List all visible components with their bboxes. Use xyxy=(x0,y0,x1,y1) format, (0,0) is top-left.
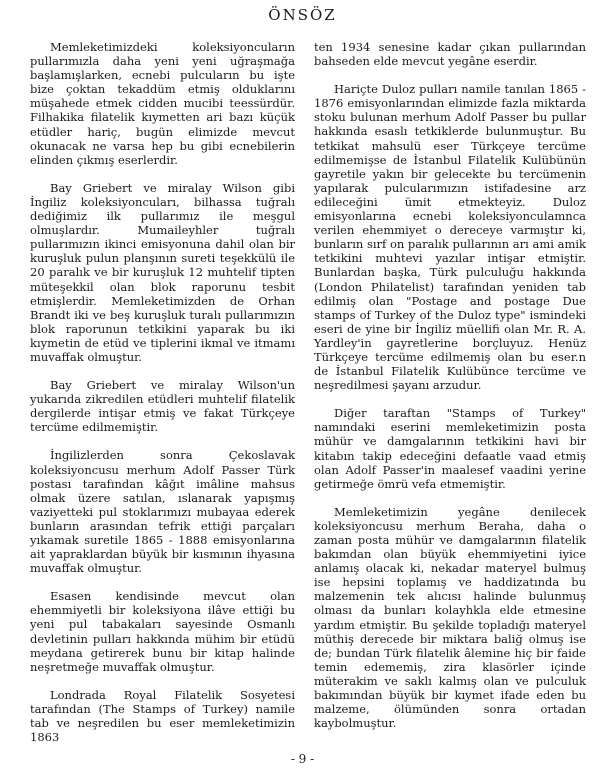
paragraph: İngilizlerden sonra Çekoslavak koleksiyoncusu merhum Adolf Passer Türk postası tarafından kâğıt imâline mahsus olmak üzere satılan, ıslanarak yapışmış vaziyetteki pul stoklarımızı mubayaa ederek bunların arasından tefrik ettiği parçaları yıkamak suretile 1865 - 1888 emisyonlarına ait yapraklardan büyük bir kısmının ihyasına muvaffak olmuştur. xyxy=(30,448,295,576)
left-column xyxy=(30,40,295,758)
paragraph: Bay Griebert ve miralay Wilson'un yukarıda zikredilen etüdleri muhtelif filatelik dergilerde intişar etmiş ve fakat Türkçeye tercüme edilmemiştir. xyxy=(30,378,295,435)
paragraph: Memleketimizdeki koleksiyoncuların pullarımızla daha yeni yeni uğraşmağa başlamışlarken, ecnebi pulcuların bu işte bize çoktan tekaddüm etmiş olduklarını müşahede etmek cidden mucibi teessürdür. Filhakika filatelik kıymetten ari bazı küçük etüdler hariç, bugün elimizde mevcut okunacak ne varsa hep bu gibi ecnebilerin elinden çıkmış eserlerdir. xyxy=(30,40,295,167)
paragraph: Diğer taraftan "Stamps of Turkey" namındaki eserini memleketimizin posta mühür ve damgalarının tetkikini havi bir kitabın takip edeceğini defaatle vaad etmiş olan Adolf Passer'in maalesef vaadini yerine getirmeğe ömrü vefa etmemiştir. xyxy=(314,406,586,491)
paragraph: Londrada Royal Filatelik Sosyetesi tarafından (The Stamps of Turkey) namile tab ve neşredilen bu eser memleketimizin 1863 xyxy=(30,687,295,745)
paragraph: Bay Griebert ve miralay Wilson gibi İngiliz koleksiyoncuları, bilhassa tuğralı dediğimiz ilk pullarımız ile meşgul olmuşlardır. Mumaileyhler tuğralı pullarımızın ikinci emisyonuna dahil olan bir kuruşluk pulun planşının sureti teşekkülü ile 20 paralık ve bir kuruşluk 12 muhtelif tipten müteşekkil olan blok raporunu tesbit etmişlerdir. Memleketimizden de Orhan Brandt iki ve beş kuruşluk turalı pullarımızın blok raporunun tetkikini yaparak bu iki kıymetin de etüd ve tiplerini ikmal ve itmamı muvaffak olmuştur. xyxy=(30,180,295,364)
page-title: ÖNSÖZ xyxy=(268,6,337,24)
paragraph: Memleketimizin yegâne denilecek koleksiyoncusu merhum Beraha, daha o zaman posta mühür ve damgalarının filatelik bakımdan olan büyük ehemmiyetini iyice anlamış olacak ki, nekadar materyel bulmuş ise hepsini toplamış ve haddizatında bu malzemenin tek alıcısı halinde bulunmuş olması da bunları kolayhkla elde etmesine yardım etmiştir. Bu şekilde topladığı materyel müthiş derecede bir miktara baliğ olmuş ise de; bundan Türk filatelik âlemine hiç bir faide temin edememiş, zira klasörler içinde müterakim ve saklı kalmış olan ve pulculuk bakımından büyük bir kıymet ifade eden bu malzeme, ölümünden sonra ortadan kaybolmuştur. xyxy=(314,504,586,731)
paragraph: ten 1934 senesine kadar çıkan pullarından bahseden elde mevcut yegâne eserdir. xyxy=(314,40,586,69)
page-number: - 9 - xyxy=(290,752,315,766)
paragraph: Esasen kendisinde mevcut olan ehemmiyetli bir koleksiyona ilâve ettiği bu yeni pul tabakaları sayesinde Osmanlı devletinin pulları hakkında mühim bir etüdü meydana getirerek bunu bir kitap halinde neşretmeğe muvaffak olmuştur. xyxy=(30,589,295,674)
right-column xyxy=(314,40,586,744)
paragraph: Hariçte Duloz pulları namile tanılan 1865 - 1876 emisyonlarından elimizde fazla miktarda stoku bulunan merhum Adolf Passer bu pullar hakkında esaslı tetkiklerde bulunmuştur. Bu tetkikat mahsulü eser Türkçeye tercüme edilmemişse de İstanbul Filatelik Kulübünün gayretile yakın bir gelecekte bu tercümenin yapılarak pulcularımızın istifadesine arz edileceğini ümit etmekteyiz. Duloz emisyonlarına ecnebi koleksiyonculamnca verilen ehemmiyet o dereceye varmıştır ki, bunların sırf on paralık pullarının arı ami amik tetkikini muhtevi yazılar intişar etmiştir. Bunlardan başka, Türk pulculuğu hakkında (London Philatelist) tarafından yeniden tab edilmiş olan "Postage and postage Due stamps of Turkey of the Duloz type" ismindeki eseri de yine bir İngiliz müellifi olan Mr. R. A. Yardley'in gayretlerine borçluyuz. Henüz Türkçeye tercüme edilmemiş olan bu eser.n de İstanbul Filatelik Kulübünce tercüme ve neşredilmesi şayanı arzudur. xyxy=(314,82,586,393)
